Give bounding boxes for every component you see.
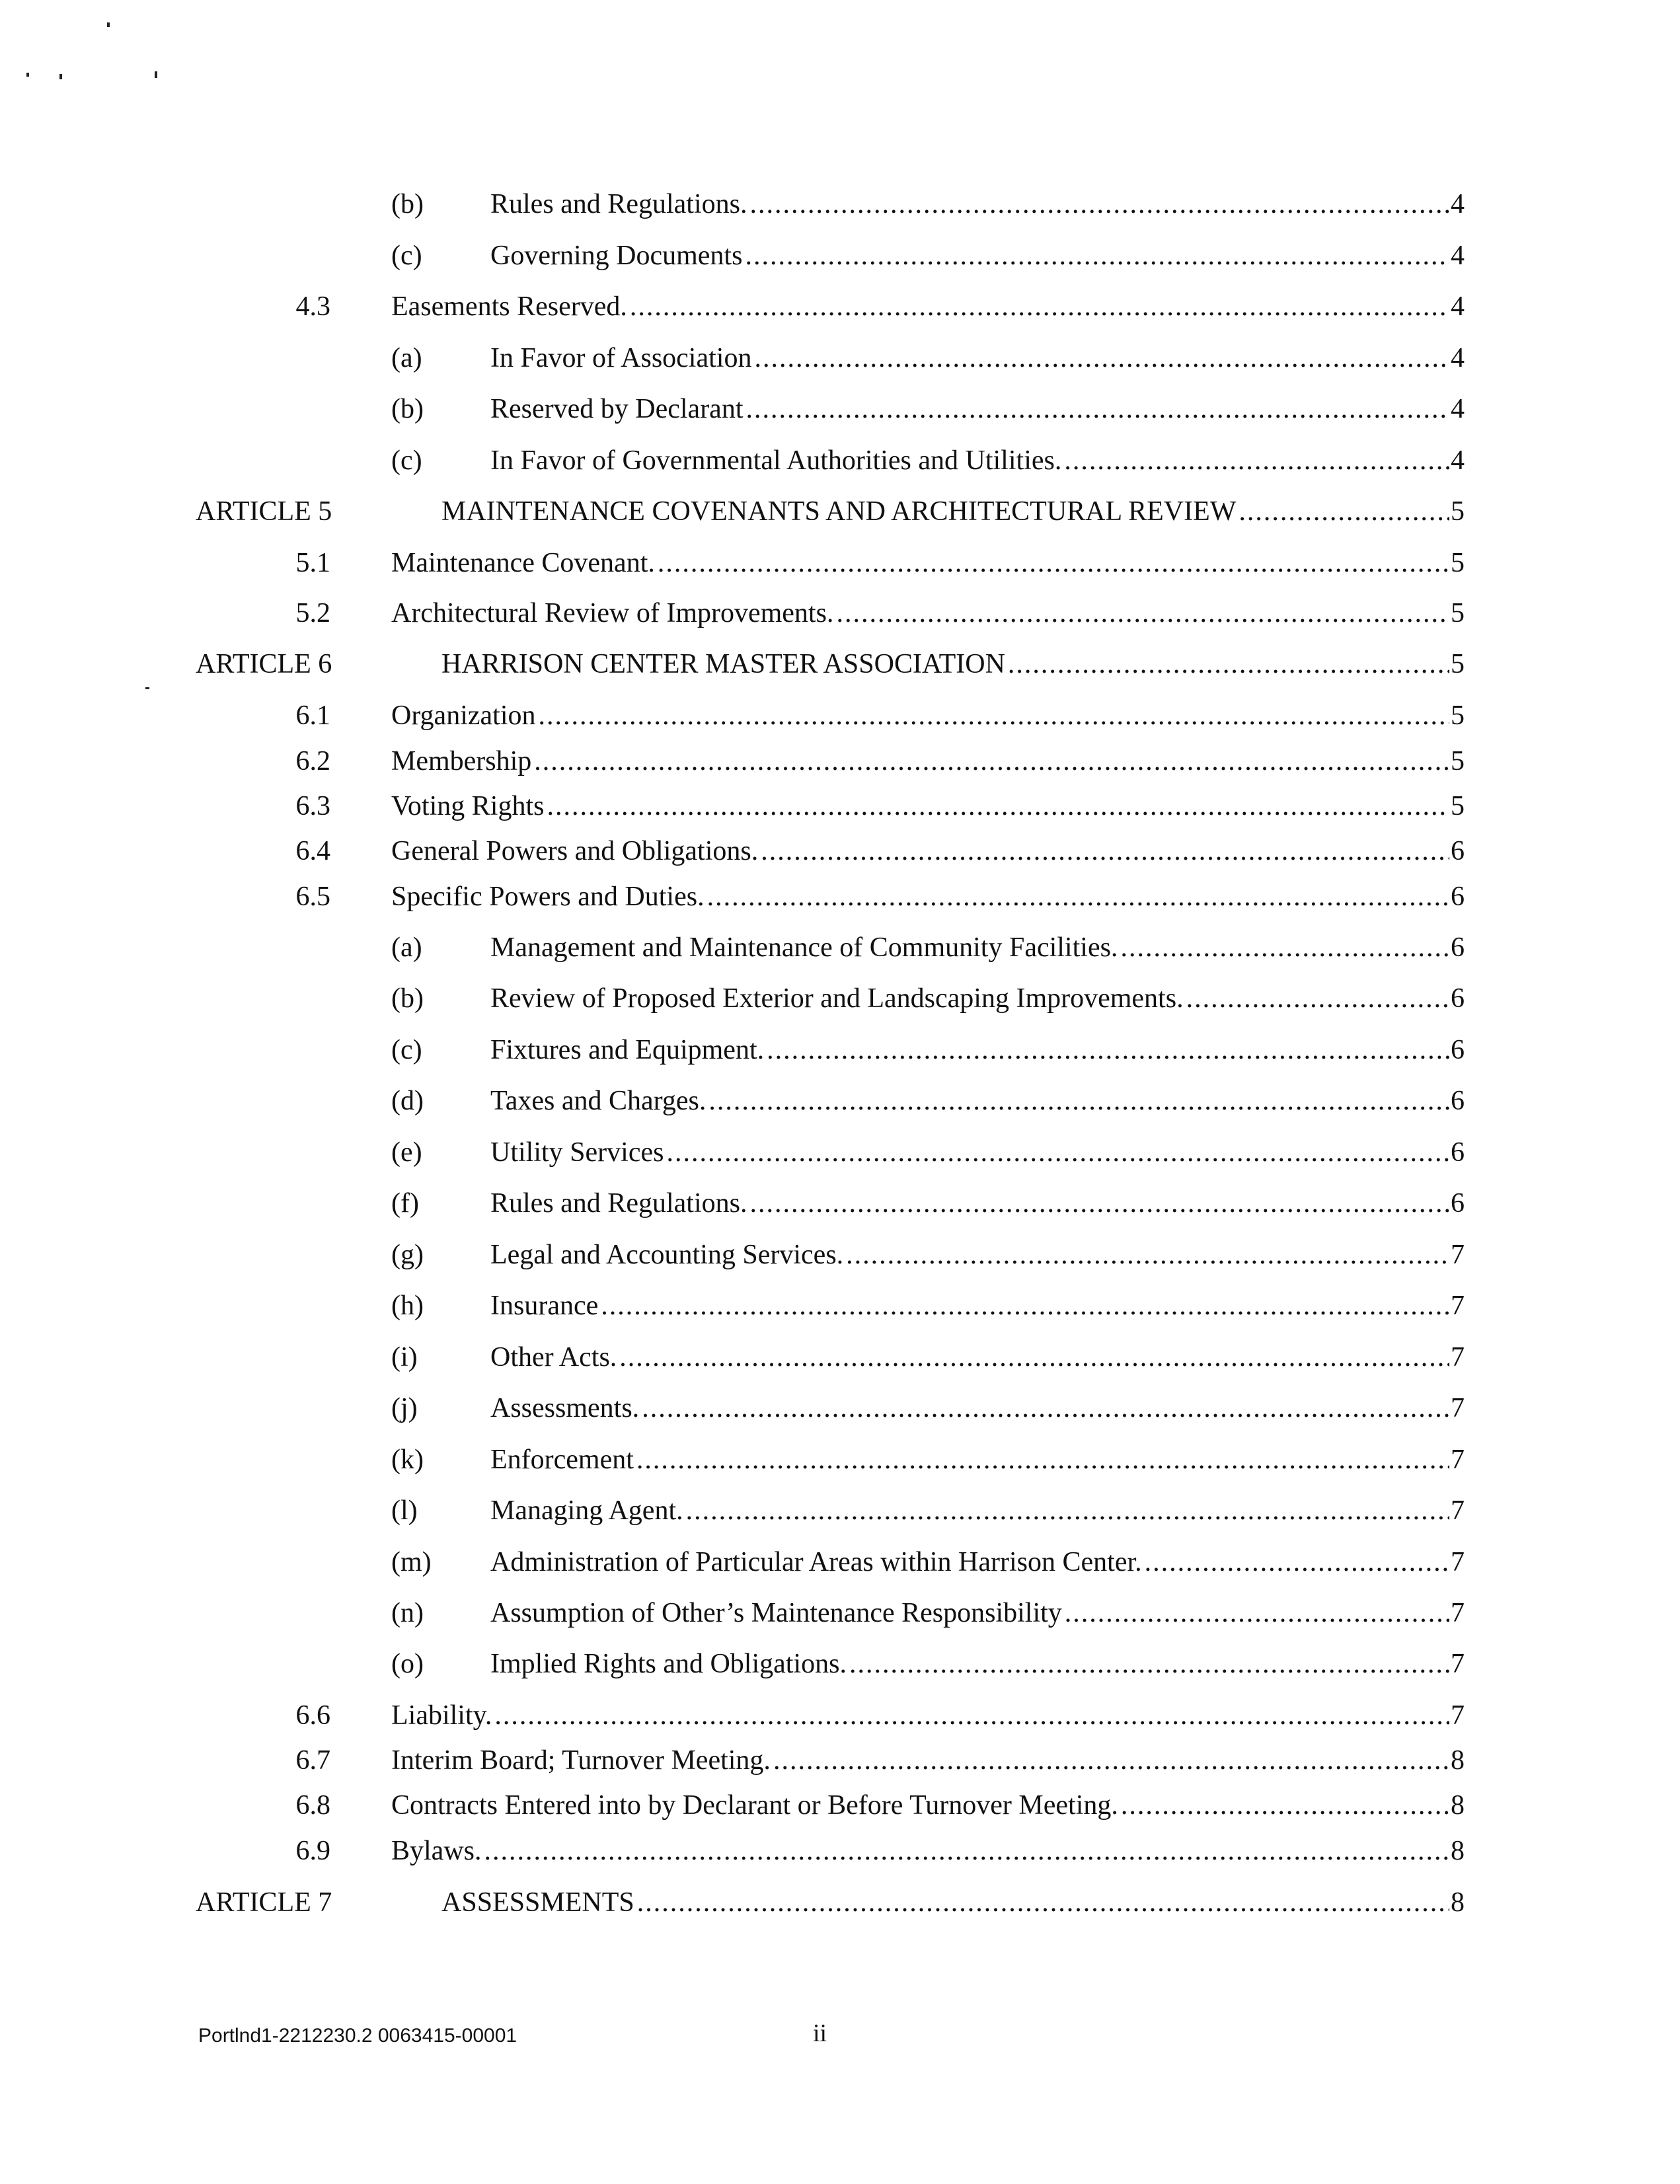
toc-entry-sub: [0, 1286, 1680, 1326]
toc-entry-section: [0, 877, 1680, 917]
toc-entry-article: [0, 644, 1680, 684]
dot-leader: [658, 543, 1449, 583]
dot-leader: [708, 1081, 1449, 1121]
toc-section-number: 6.1: [295, 700, 330, 731]
toc-entry-section: [0, 786, 1680, 826]
toc-entry-sub: [0, 441, 1680, 480]
toc-entry-line: [490, 1184, 1465, 1223]
dot-leader: [619, 1337, 1449, 1377]
dot-leader: [849, 1644, 1449, 1684]
toc-page-number: 7: [1451, 1649, 1465, 1679]
toc-subsection-letter: (c): [391, 445, 422, 476]
toc-section-number: 6.7: [295, 1745, 330, 1776]
dot-leader: [749, 1184, 1449, 1223]
toc-entry-line: [490, 1542, 1465, 1582]
toc-entry-line: [391, 877, 1465, 917]
toc-page-number: 6: [1451, 983, 1465, 1014]
toc-entry-section: [0, 543, 1680, 583]
toc-page-number: 5: [1451, 791, 1465, 821]
toc-subsection-letter: (b): [391, 189, 424, 219]
toc-subsection-letter: (o): [391, 1649, 424, 1679]
toc-entry-line: [490, 928, 1465, 967]
dot-leader: [746, 389, 1450, 429]
toc-entry-line: [490, 236, 1465, 276]
toc-entry-title: Architectural Review of Improvements.: [391, 598, 834, 628]
scan-speck: [145, 687, 149, 689]
toc-entry-title: Implied Rights and Obligations.: [490, 1649, 847, 1679]
toc-entry-line: [490, 1081, 1465, 1121]
toc-entry-title: Insurance: [490, 1291, 599, 1321]
toc-page-number: 7: [1451, 1240, 1465, 1270]
toc-section-number: 6.3: [295, 791, 330, 821]
page-number: ii: [813, 2019, 827, 2047]
toc-entry-line: [490, 1337, 1465, 1377]
dot-leader: [1065, 1593, 1449, 1633]
toc-entry-title: HARRISON CENTER MASTER ASSOCIATION: [441, 649, 1005, 679]
toc-entry-sub: [0, 184, 1680, 224]
toc-entry-title: MAINTENANCE COVENANTS AND ARCHITECTURAL REVIEW: [441, 496, 1237, 527]
toc-entry-sub: [0, 1542, 1680, 1582]
dot-leader: [707, 877, 1449, 917]
toc-subsection-letter: (m): [391, 1547, 432, 1577]
toc-page-number: 8: [1451, 1836, 1465, 1866]
toc-entry-title: Other Acts.: [490, 1342, 617, 1373]
toc-entry-line: [490, 1286, 1465, 1326]
toc-section-number: 5.2: [295, 598, 330, 628]
toc-article-number: ARTICLE 6: [196, 649, 332, 679]
toc-entry-section: [0, 287, 1680, 326]
toc-page-number: 6: [1451, 932, 1465, 963]
dot-leader: [637, 1883, 1449, 1922]
toc-entry-section: [0, 1696, 1680, 1735]
toc-entry-sub: [0, 338, 1680, 378]
toc-page-number: 6: [1451, 1086, 1465, 1116]
toc-entry-title: Interim Board; Turnover Meeting.: [391, 1745, 771, 1776]
toc-subsection-letter: (b): [391, 983, 424, 1014]
toc-page-number: 7: [1451, 1342, 1465, 1373]
toc-page-number: 5: [1451, 548, 1465, 578]
scan-speck: [155, 71, 157, 78]
toc-section-number: 6.6: [295, 1700, 330, 1731]
dot-leader: [630, 287, 1449, 326]
toc-page-number: 4: [1451, 394, 1465, 424]
toc-entry-title: Bylaws.: [391, 1836, 482, 1866]
toc-page-number: 8: [1451, 1887, 1465, 1918]
toc-page-number: 6: [1451, 1137, 1465, 1168]
toc-entry-section: [0, 1741, 1680, 1780]
toc-entry-sub: [0, 1593, 1680, 1633]
toc-entry-line: [391, 1786, 1465, 1825]
toc-entry-line: [391, 593, 1465, 633]
toc-entry-line: [391, 1696, 1465, 1735]
toc-page-number: 4: [1451, 445, 1465, 476]
dot-leader: [484, 1831, 1450, 1871]
toc-section-number: 6.8: [295, 1790, 330, 1821]
toc-entry-line: [391, 543, 1465, 583]
toc-subsection-letter: (n): [391, 1598, 424, 1628]
toc-entry-line: [441, 492, 1465, 531]
toc-page-number: 6: [1451, 882, 1465, 912]
dot-leader: [1121, 1786, 1449, 1825]
toc-entry-line: [391, 1741, 1465, 1780]
toc-entry-title: Rules and Regulations.: [490, 1188, 747, 1219]
toc-entry-sub: [0, 1644, 1680, 1684]
toc-entry-sub: [0, 1388, 1680, 1428]
toc-entry-line: [490, 1133, 1465, 1172]
toc-entry-title: Utility Services: [490, 1137, 664, 1168]
dot-leader: [601, 1286, 1449, 1326]
toc-entry-section: [0, 741, 1680, 781]
toc-section-number: 5.1: [295, 548, 330, 578]
dot-leader: [636, 1440, 1449, 1480]
toc-entry-section: [0, 831, 1680, 871]
toc-article-number: ARTICLE 7: [196, 1887, 332, 1918]
toc-subsection-letter: (e): [391, 1137, 422, 1168]
toc-subsection-letter: (f): [391, 1188, 419, 1219]
toc-subsection-letter: (d): [391, 1086, 424, 1116]
toc-entry-line: [490, 1030, 1465, 1070]
toc-page-number: 5: [1451, 649, 1465, 679]
toc-entry-title: Review of Proposed Exterior and Landscaping Improvements.: [490, 983, 1184, 1014]
toc-entry-line: [391, 741, 1465, 781]
toc-entry-line: [490, 1440, 1465, 1480]
toc-entry-title: In Favor of Governmental Authorities and Utilities.: [490, 445, 1062, 476]
toc-subsection-letter: (j): [391, 1393, 418, 1423]
toc-subsection-letter: (l): [391, 1495, 418, 1526]
toc-section-number: 4.3: [295, 291, 330, 322]
toc-entry-title: Taxes and Charges.: [490, 1086, 706, 1116]
toc-entry-line: [391, 1831, 1465, 1871]
toc-page-number: 5: [1451, 746, 1465, 776]
toc-page-number: 7: [1451, 1445, 1465, 1475]
dot-leader: [1064, 441, 1449, 480]
toc-entry-section: [0, 696, 1680, 735]
dot-leader: [539, 696, 1450, 735]
toc-entry-section: [0, 1831, 1680, 1871]
dot-leader: [1239, 492, 1449, 531]
toc-page-number: 7: [1451, 1700, 1465, 1731]
toc-subsection-letter: (k): [391, 1445, 424, 1475]
toc-entry-line: [490, 1235, 1465, 1275]
toc-entry-line: [490, 1593, 1465, 1633]
toc-entry-title: Management and Maintenance of Community Facilities.: [490, 932, 1118, 963]
toc-entry-title: General Powers and Obligations.: [391, 836, 759, 866]
dot-leader: [754, 338, 1449, 378]
toc-entry-line: [490, 184, 1465, 224]
dot-leader: [1186, 979, 1449, 1018]
toc-page-number: 6: [1451, 1035, 1465, 1065]
dot-leader: [1120, 928, 1449, 967]
toc-subsection-letter: (c): [391, 241, 422, 271]
toc-entry-line: [490, 1491, 1465, 1530]
toc-entry-title: Specific Powers and Duties.: [391, 882, 705, 912]
toc-entry-line: [391, 287, 1465, 326]
toc-entry-title: Fixtures and Equipment.: [490, 1035, 765, 1065]
toc-page-number: 7: [1451, 1291, 1465, 1321]
document-id: Portlnd1-2212230.2 0063415-00001: [198, 2025, 517, 2047]
dot-leader: [767, 1030, 1449, 1070]
toc-page-number: 7: [1451, 1598, 1465, 1628]
toc-page-number: 8: [1451, 1745, 1465, 1776]
toc-entry-title: Liability.: [391, 1700, 492, 1731]
toc-entry-sub: [0, 1491, 1680, 1530]
toc-entry-sub: [0, 1235, 1680, 1275]
toc-entry-article: [0, 492, 1680, 531]
toc-entry-sub: [0, 1133, 1680, 1172]
toc-entry-sub: [0, 236, 1680, 276]
toc-entry-line: [391, 786, 1465, 826]
toc-entry-sub: [0, 1337, 1680, 1377]
toc-entry-section: [0, 1786, 1680, 1825]
toc-entry-title: Reserved by Declarant: [490, 394, 744, 424]
dot-leader: [1008, 644, 1449, 684]
toc-entry-line: [490, 1644, 1465, 1684]
toc-entry-line: [441, 644, 1465, 684]
toc-entry-line: [490, 1388, 1465, 1428]
scan-speck: [107, 22, 110, 27]
toc-entry-sub: [0, 1081, 1680, 1121]
toc-page-number: 5: [1451, 496, 1465, 527]
dot-leader: [686, 1491, 1449, 1530]
toc-entry-article: [0, 1883, 1680, 1922]
toc-page-number: 4: [1451, 241, 1465, 271]
toc-article-number: ARTICLE 5: [196, 496, 332, 527]
toc-entry-title: Enforcement: [490, 1445, 634, 1475]
dot-leader: [666, 1133, 1449, 1172]
toc-entry-line: [391, 831, 1465, 871]
toc-entry-title: Organization: [391, 700, 536, 731]
toc-entry-sub: [0, 1440, 1680, 1480]
dot-leader: [642, 1388, 1449, 1428]
toc-entry-line: [441, 1883, 1465, 1922]
toc-page-number: 7: [1451, 1547, 1465, 1577]
toc-entry-sub: [0, 1030, 1680, 1070]
dot-leader: [749, 184, 1449, 224]
toc-entry-title: Assumption of Other’s Maintenance Responsibility: [490, 1598, 1062, 1628]
toc-section-number: 6.4: [295, 836, 330, 866]
toc-entry-title: Administration of Particular Areas within Harrison Center.: [490, 1547, 1142, 1577]
toc-subsection-letter: (h): [391, 1291, 424, 1321]
toc-page-number: 7: [1451, 1393, 1465, 1423]
toc-entry-line: [490, 389, 1465, 429]
toc-page-number: 5: [1451, 700, 1465, 731]
toc-entry-line: [490, 979, 1465, 1018]
toc-entry-line: [490, 338, 1465, 378]
toc-subsection-letter: (g): [391, 1240, 424, 1270]
toc-page-number: 4: [1451, 189, 1465, 219]
toc-entry-section: [0, 593, 1680, 633]
toc-entry-title: ASSESSMENTS: [441, 1887, 634, 1918]
toc-subsection-letter: (a): [391, 932, 422, 963]
toc-page-number: 6: [1451, 1188, 1465, 1219]
toc-entry-title: Membership: [391, 746, 532, 776]
toc-page-number: 8: [1451, 1790, 1465, 1821]
dot-leader: [1145, 1542, 1449, 1582]
toc-entry-title: Voting Rights: [391, 791, 545, 821]
toc-subsection-letter: (a): [391, 343, 422, 373]
toc-entry-title: Rules and Regulations.: [490, 189, 747, 219]
toc-entry-sub: [0, 928, 1680, 967]
dot-leader: [761, 831, 1449, 871]
toc-subsection-letter: (b): [391, 394, 424, 424]
toc-entry-title: In Favor of Association: [490, 343, 752, 373]
toc-entry-sub: [0, 1184, 1680, 1223]
dot-leader: [846, 1235, 1449, 1275]
toc-entry-sub: [0, 389, 1680, 429]
toc-entry-sub: [0, 979, 1680, 1018]
toc-entry-title: Assessments.: [490, 1393, 640, 1423]
toc-entry-title: Governing Documents: [490, 241, 743, 271]
dot-leader: [494, 1696, 1449, 1735]
scan-speck: [26, 73, 29, 77]
toc-page-number: 4: [1451, 291, 1465, 322]
toc-entry-title: Contracts Entered into by Declarant or Before Turnover Meeting.: [391, 1790, 1118, 1821]
dot-leader: [745, 236, 1449, 276]
dot-leader: [534, 741, 1449, 781]
toc-subsection-letter: (i): [391, 1342, 418, 1373]
toc-page-number: 6: [1451, 836, 1465, 866]
dot-leader: [547, 786, 1449, 826]
toc-page-number: 4: [1451, 343, 1465, 373]
toc-page-number: 7: [1451, 1495, 1465, 1526]
toc-page-number: 5: [1451, 598, 1465, 628]
toc-entry-title: Managing Agent.: [490, 1495, 683, 1526]
toc-entry-title: Legal and Accounting Services.: [490, 1240, 844, 1270]
scan-speck: [59, 74, 62, 79]
toc-section-number: 6.5: [295, 882, 330, 912]
toc-section-number: 6.9: [295, 1836, 330, 1866]
toc-entry-line: [391, 696, 1465, 735]
toc-entry-line: [490, 441, 1465, 480]
toc-section-number: 6.2: [295, 746, 330, 776]
toc-subsection-letter: (c): [391, 1035, 422, 1065]
toc-entry-title: Maintenance Covenant.: [391, 548, 655, 578]
toc-entry-title: Easements Reserved.: [391, 291, 627, 322]
dot-leader: [773, 1741, 1449, 1780]
dot-leader: [836, 593, 1449, 633]
